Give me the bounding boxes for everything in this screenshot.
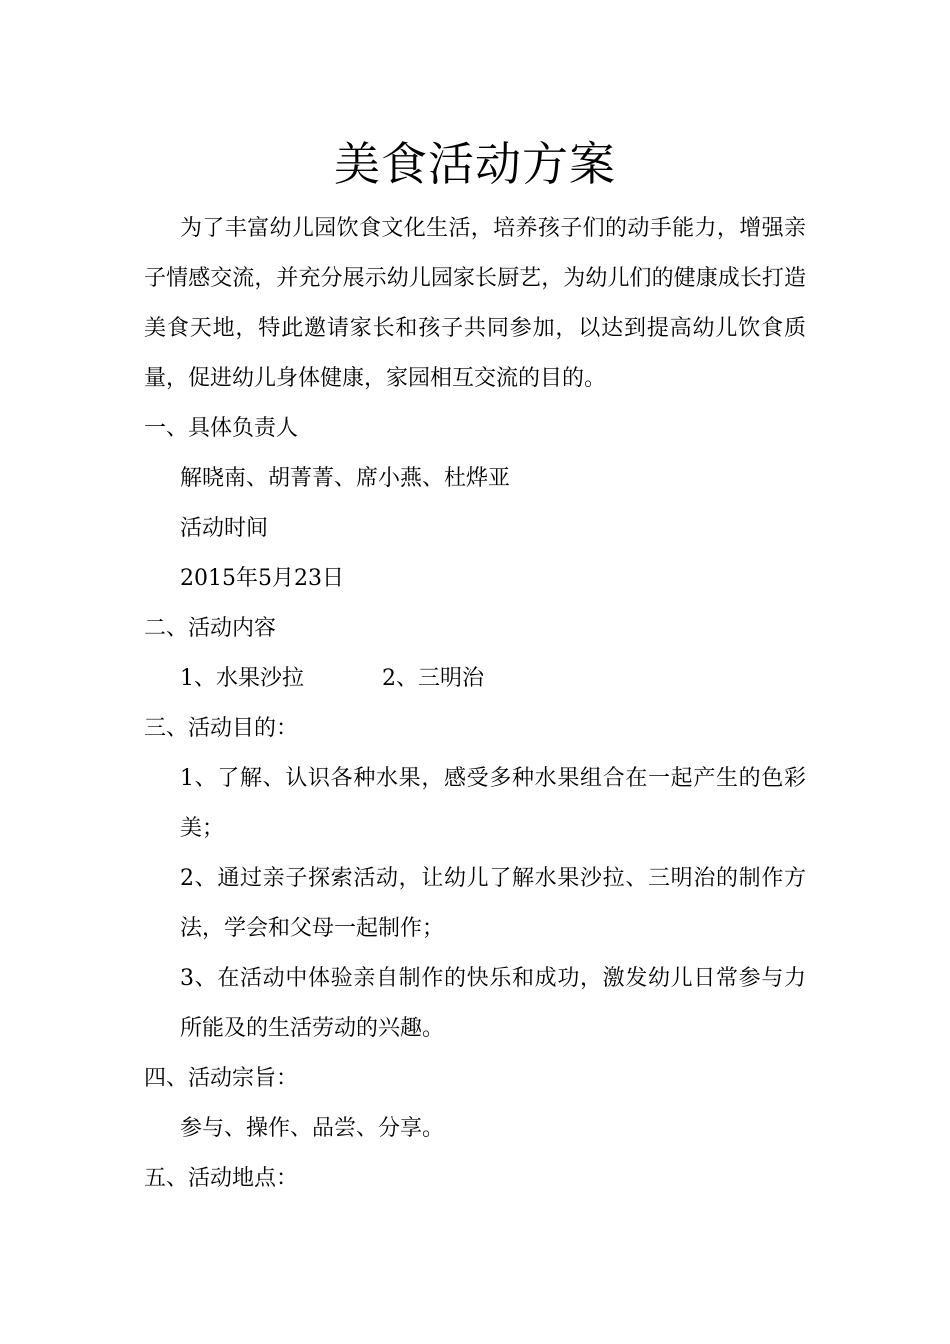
goal-item: 1、了解、认识各种水果，感受多种水果组合在一起产生的色彩美； — [180, 766, 806, 841]
document-page — [144, 128, 806, 1204]
section-heading-responsible: 一、具体负责人 — [144, 416, 299, 441]
section-heading-location: 五、活动地点： — [144, 1166, 299, 1191]
activity-date: 2015年5月23日 — [180, 566, 344, 591]
activity-item: 1、水果沙拉 — [180, 666, 304, 691]
goal-item: 2、通过亲子探索活动，让幼儿了解水果沙拉、三明治的制作方法，学会和父母一起制作； — [180, 866, 806, 941]
section-heading-goals: 三、活动目的： — [144, 716, 299, 741]
goal-item: 3、在活动中体验亲自制作的快乐和成功，激发幼儿日常参与力所能及的生活劳动的兴趣。 — [180, 966, 806, 1041]
intro-paragraph: 为了丰富幼儿园饮食文化生活，培养孩子们的动手能力，增强亲子情感交流，并充分展示幼儿园家长厨艺，为幼儿们的健康成长打造美食天地，特此邀请家长和孩子共同参加，以达到提高幼儿饮食质量，促进幼儿身体健康，家园相互交流的目的。 — [144, 216, 806, 391]
activity-item: 2、三明治 — [382, 666, 484, 691]
purpose-content: 参与、操作、品尝、分享。 — [180, 1116, 445, 1141]
activity-time-label: 活动时间 — [180, 516, 269, 541]
activity-items — [144, 654, 806, 704]
responsible-people: 解晓南、胡菁菁、席小燕、杜烨亚 — [180, 466, 511, 491]
section-heading-content: 二、活动内容 — [144, 616, 277, 641]
section-heading-purpose: 四、活动宗旨： — [144, 1066, 299, 1091]
document-title: 美食活动方案 — [334, 137, 616, 191]
